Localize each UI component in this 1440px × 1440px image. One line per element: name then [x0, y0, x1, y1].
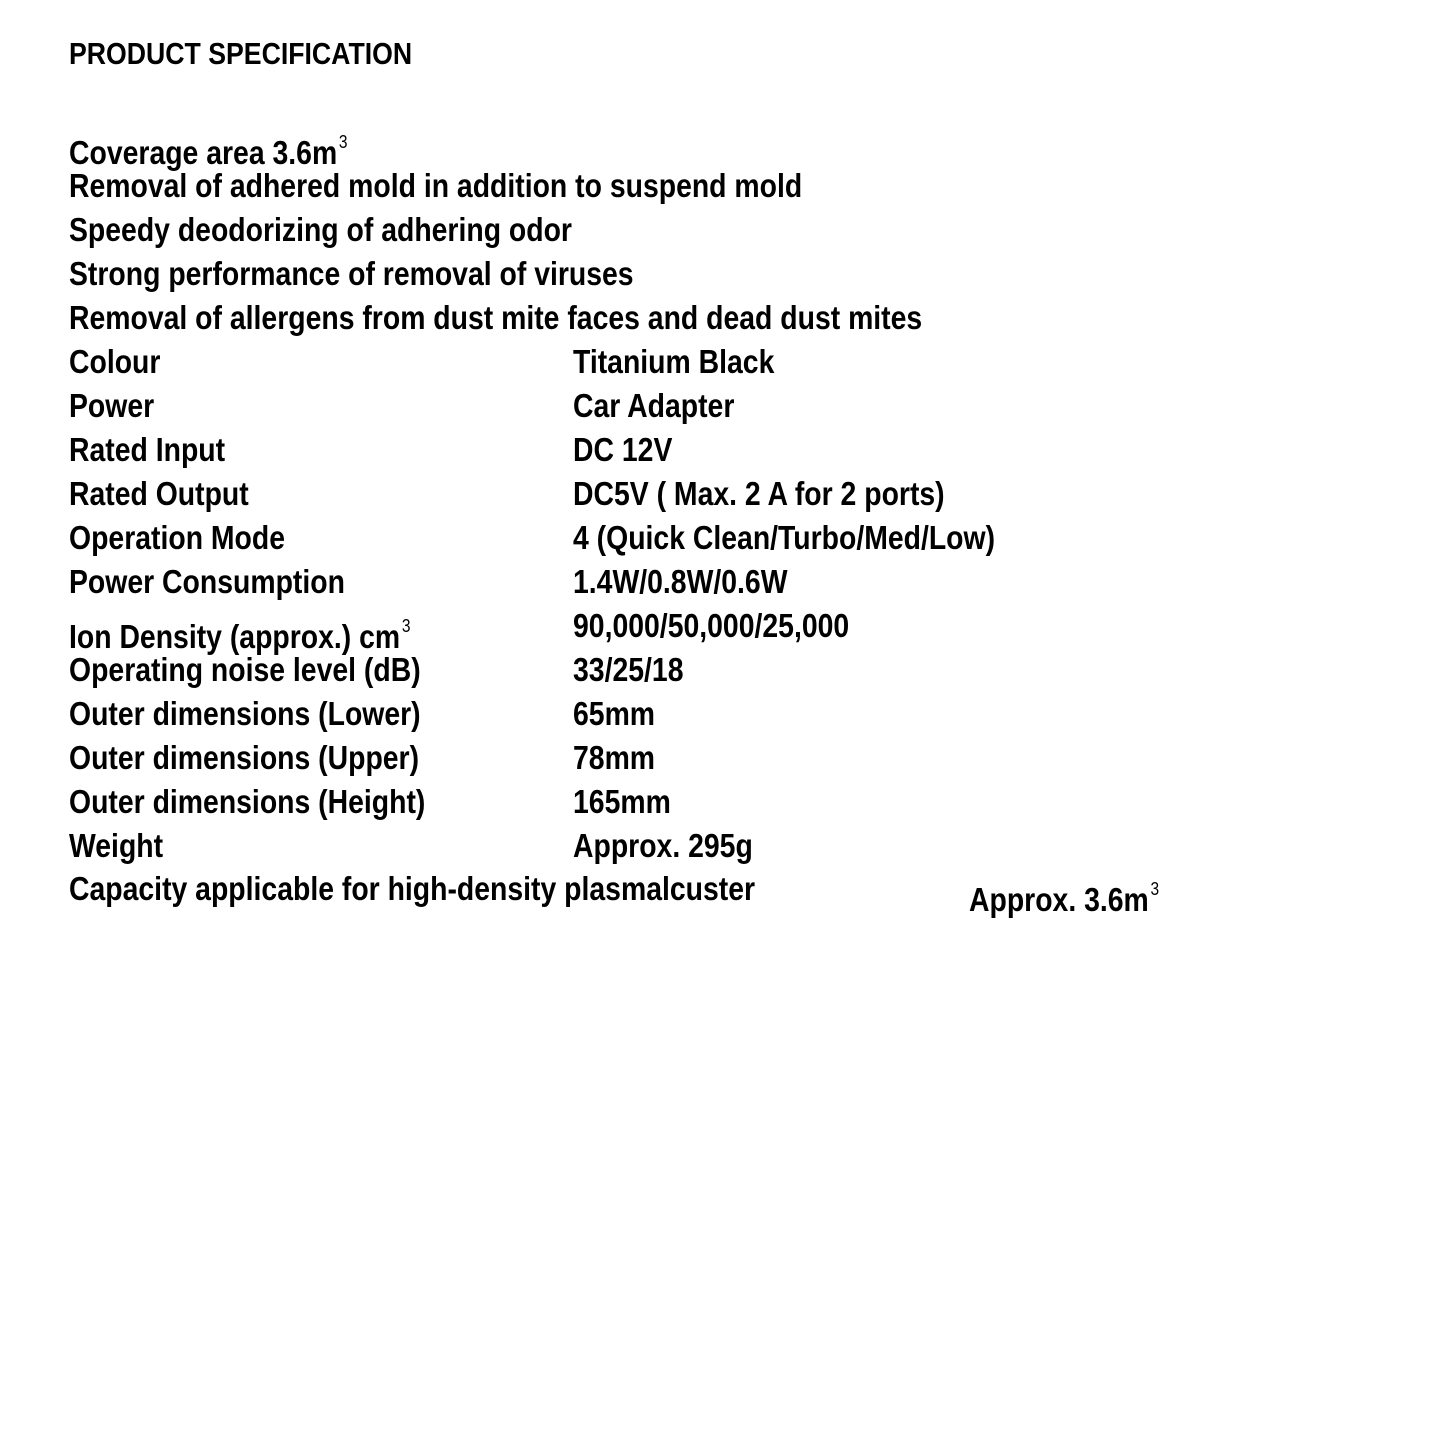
spec-value-text: DC5V ( Max. 2 A for 2 ports) [573, 475, 945, 512]
spec-label [69, 650, 421, 690]
superscript: 3 [401, 616, 411, 636]
spec-label-text: Operation Mode [69, 519, 286, 556]
spec-label [69, 430, 225, 470]
spec-label [69, 826, 163, 866]
spec-label-text: Power Consumption [69, 563, 345, 600]
superscript: 3 [1150, 879, 1160, 899]
spec-value [573, 606, 849, 646]
spec-value-text: 33/25/18 [573, 651, 684, 688]
spec-label [69, 738, 419, 778]
spec-value [573, 386, 734, 426]
spec-value [573, 518, 995, 558]
spec-value-text: Car Adapter [573, 387, 735, 424]
spec-value [573, 474, 945, 514]
feature-line [69, 298, 922, 338]
feature-text: Strong performance of removal of viruses [69, 255, 634, 292]
spec-value-text: 165mm [573, 783, 671, 820]
spec-value-text: 90,000/50,000/25,000 [573, 607, 850, 644]
spec-label-text: Ion Density (approx.) cm [69, 618, 401, 655]
spec-value [573, 342, 774, 382]
spec-label-text: Outer dimensions (Upper) [69, 739, 420, 776]
spec-value-text: 78mm [573, 739, 656, 776]
spec-value [573, 562, 787, 602]
spec-value [573, 826, 753, 866]
spec-value-text: Approx. 3.6m [969, 881, 1149, 918]
spec-value [573, 694, 655, 734]
page-title: PRODUCT SPECIFICATION [69, 36, 413, 71]
spec-label-text: Rated Input [69, 431, 226, 468]
spec-value [573, 430, 672, 470]
spec-label-text: Outer dimensions (Lower) [69, 695, 421, 732]
spec-value [969, 869, 1159, 920]
spec-value [573, 650, 683, 690]
spec-label [69, 386, 154, 426]
spec-label [69, 518, 285, 558]
feature-line [69, 210, 572, 250]
spec-label-text: Weight [69, 827, 164, 864]
spec-value-text: 1.4W/0.8W/0.6W [573, 563, 788, 600]
spec-value [573, 738, 655, 778]
feature-line [69, 254, 634, 294]
spec-label [69, 342, 160, 382]
spec-label [69, 694, 421, 734]
superscript: 3 [338, 132, 348, 152]
spec-label-text: Outer dimensions (Height) [69, 783, 426, 820]
spec-label-text: Colour [69, 343, 161, 380]
spec-value-text: DC 12V [573, 431, 673, 468]
spec-value-text: 4 (Quick Clean/Turbo/Med/Low) [573, 519, 996, 556]
spec-value [573, 782, 671, 822]
spec-label-text: Capacity applicable for high-density plasmalcuster [69, 870, 756, 907]
spec-label [69, 474, 249, 514]
spec-label-text: Rated Output [69, 475, 249, 512]
spec-value-text: Approx. 295g [573, 827, 753, 864]
feature-text: Removal of adhered mold in addition to suspend mold [69, 167, 803, 204]
spec-label-text: Power [69, 387, 155, 424]
spec-label [69, 562, 345, 602]
spec-label [69, 782, 425, 822]
feature-text: Coverage area 3.6m [69, 134, 338, 171]
spec-value-text: 65mm [573, 695, 656, 732]
feature-text: Removal of allergens from dust mite faces and dead dust mites [69, 299, 923, 336]
spec-label-text: Operating noise level (dB) [69, 651, 421, 688]
feature-text: Speedy deodorizing of adhering odor [69, 211, 572, 248]
spec-value-text: Titanium Black [573, 343, 775, 380]
spec-label [69, 869, 755, 909]
feature-line [69, 166, 802, 206]
